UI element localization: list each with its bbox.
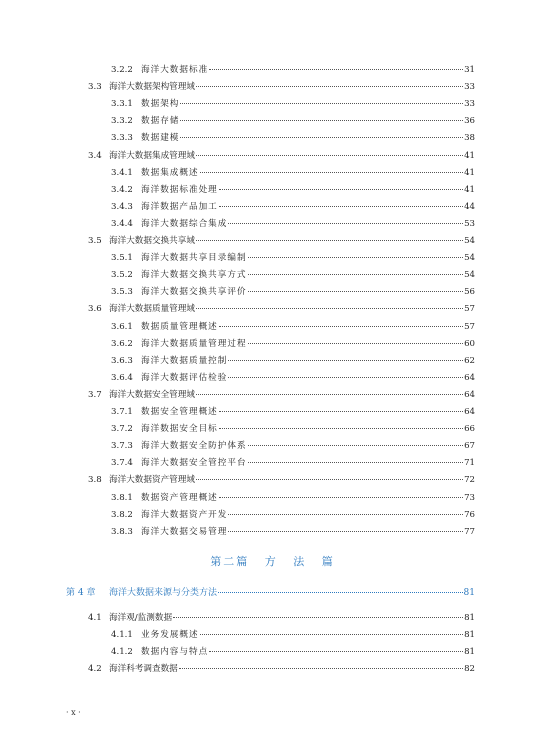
dot-leader <box>248 291 464 292</box>
toc-entry-title: 数据架构 <box>141 99 180 110</box>
toc-entry-number: 3.4 <box>88 150 102 161</box>
toc-entry[interactable] <box>111 167 475 179</box>
part-title: 第二篇 方 法 篇 <box>210 555 335 568</box>
toc-entry-title: 海洋大数据交换共享域 <box>109 236 195 246</box>
toc-entry-page: 60 <box>464 338 475 349</box>
toc-entry-page: 62 <box>464 355 475 366</box>
toc-entry-title: 海洋大数据架构管理域 <box>109 82 195 93</box>
toc-entry-number: 4.2 <box>88 664 102 675</box>
toc-entry[interactable] <box>111 218 475 230</box>
toc-entry-number: 4.1 <box>88 613 102 623</box>
dot-leader <box>196 308 463 309</box>
dot-leader <box>248 462 464 463</box>
toc-entry-title: 海洋数据标准处理 <box>141 184 218 195</box>
toc-entry-page: 54 <box>464 236 475 246</box>
toc-entry-title: 数据建模 <box>141 133 180 144</box>
toc-entry[interactable] <box>88 612 475 624</box>
toc-entry-number: 3.6.1 <box>111 321 133 332</box>
toc-entry[interactable] <box>111 252 475 264</box>
dot-leader <box>219 206 463 207</box>
toc-entry-title: 海洋数据安全目标 <box>141 424 218 435</box>
dot-leader <box>228 360 463 361</box>
toc-entry-title: 海洋科考调查数据 <box>109 664 178 675</box>
toc-entry-number: 4.1.2 <box>111 647 133 658</box>
dot-leader <box>173 617 463 618</box>
dot-leader <box>196 394 463 395</box>
toc-entry-page: 77 <box>464 526 475 537</box>
toc-entry-number: 3.4.1 <box>111 167 133 178</box>
dot-leader <box>196 479 463 480</box>
dot-leader <box>248 343 464 344</box>
toc-entry[interactable] <box>111 321 475 333</box>
toc-entry-page: 73 <box>464 492 475 503</box>
toc-entry[interactable] <box>111 646 475 658</box>
toc-entry[interactable] <box>111 132 475 144</box>
dot-leader <box>209 651 463 652</box>
toc-entry[interactable] <box>111 115 475 127</box>
toc-entry[interactable] <box>111 372 475 384</box>
toc-entry-title: 海洋大数据安全管控平台 <box>141 458 247 469</box>
toc-entry-title: 业务发展概述 <box>141 630 199 641</box>
toc-entry-page: 64 <box>464 372 475 383</box>
toc-entry[interactable] <box>111 440 475 452</box>
chapter-number: 第 4 章 <box>66 588 96 598</box>
toc-entry-title: 海洋大数据资产开发 <box>141 509 228 520</box>
toc-entry-page: 72 <box>464 475 475 486</box>
toc-entry[interactable] <box>111 629 475 641</box>
dot-leader <box>180 137 463 138</box>
toc-entry[interactable] <box>88 150 475 162</box>
toc-entry-title: 海洋大数据交换共享评价 <box>141 287 247 298</box>
toc-entry-page: 81 <box>464 647 475 658</box>
toc-entry-number: 3.5.1 <box>111 253 133 264</box>
toc-entry-number: 3.6 <box>88 304 102 315</box>
toc-entry-page: 81 <box>464 613 475 623</box>
dot-leader <box>200 172 463 173</box>
toc-entry-title: 海洋数据产品加工 <box>141 201 218 212</box>
toc-entry-title: 数据质量管理概述 <box>141 321 218 332</box>
dot-leader <box>219 428 463 429</box>
toc-entry-title: 数据存储 <box>141 116 180 127</box>
dot-leader <box>219 497 463 498</box>
toc-entry-page: 57 <box>464 304 475 315</box>
toc-entry[interactable] <box>88 474 475 486</box>
toc-entry-title: 海洋大数据共享目录编制 <box>141 253 247 264</box>
toc-entry-title: 海洋大数据安全管理域 <box>109 389 195 400</box>
toc-entry[interactable] <box>111 286 475 298</box>
toc-entry[interactable] <box>111 355 475 367</box>
toc-entry[interactable] <box>88 663 475 675</box>
dot-leader <box>248 257 464 258</box>
dot-leader <box>196 86 463 87</box>
chapter-title: 海洋大数据来源与分类方法 <box>109 588 218 598</box>
toc-entry-title: 海洋大数据综合集成 <box>141 218 228 229</box>
toc-entry[interactable] <box>111 406 475 418</box>
dot-leader <box>196 240 463 241</box>
toc-entry-number: 3.4.3 <box>111 201 133 212</box>
toc-entry-number: 3.4.2 <box>111 184 133 195</box>
toc-entry-page: 41 <box>464 184 475 195</box>
toc-entry-page: 54 <box>464 270 475 281</box>
toc-entry-number: 3.3 <box>88 82 102 93</box>
dot-leader <box>179 668 463 669</box>
toc-entry-number: 3.8.2 <box>111 509 133 520</box>
toc-entry-title: 海洋观/监测数据 <box>109 613 173 623</box>
toc-entry[interactable] <box>88 303 475 315</box>
toc-entry[interactable] <box>111 201 475 213</box>
toc-entry-page: 57 <box>464 321 475 332</box>
toc-entry-number: 3.3.2 <box>111 116 133 127</box>
dot-leader <box>200 634 463 635</box>
toc-entry-page: 33 <box>464 99 475 110</box>
toc-entry-page: 41 <box>464 167 475 178</box>
toc-entry-title: 海洋大数据质量管理域 <box>109 304 195 315</box>
toc-entry-page: 71 <box>464 458 475 469</box>
toc-entry[interactable] <box>111 98 475 110</box>
toc-entry[interactable] <box>111 526 475 538</box>
toc-entry-title: 海洋大数据评估检验 <box>141 372 228 383</box>
toc-entry-page: 33 <box>464 82 475 93</box>
toc-entry-page: 38 <box>464 133 475 144</box>
page-footer: · x · <box>66 708 81 717</box>
toc-entry[interactable] <box>88 389 475 401</box>
toc-entry-page: 41 <box>464 150 475 161</box>
toc-entry-page: 64 <box>464 389 475 400</box>
dot-leader <box>248 274 464 275</box>
toc-entry-title: 海洋大数据质量管理过程 <box>141 338 247 349</box>
toc-entry-title: 海洋大数据资产管理域 <box>109 475 195 486</box>
dot-leader <box>228 514 463 515</box>
dot-leader <box>228 223 463 224</box>
toc-entry-number: 3.6.4 <box>111 372 133 383</box>
toc-entry-page: 64 <box>464 407 475 417</box>
toc-entry-number: 3.6.3 <box>111 355 133 366</box>
toc-entry[interactable] <box>88 235 475 247</box>
chapter-page: 81 <box>463 588 475 598</box>
toc-entry-number: 3.6.2 <box>111 338 133 349</box>
toc-entry-page: 82 <box>464 664 475 675</box>
toc-entry-number: 3.5.2 <box>111 270 133 281</box>
toc-entry[interactable] <box>111 492 475 504</box>
toc-entry-number: 3.7.1 <box>111 407 133 417</box>
toc-entry-title: 海洋大数据交换共享方式 <box>141 270 247 281</box>
toc-entry-number: 3.3.3 <box>111 133 133 144</box>
toc-entry[interactable] <box>111 509 475 521</box>
toc-entry-number: 3.2.2 <box>111 65 133 75</box>
toc-entry-title: 数据集成概述 <box>141 167 199 178</box>
toc-entry-page: 44 <box>464 201 475 212</box>
dot-leader <box>219 326 463 327</box>
toc-entry-title: 海洋大数据安全防护体系 <box>141 441 247 452</box>
toc-entry[interactable] <box>88 81 475 93</box>
toc-entry-title: 海洋大数据标准 <box>141 65 209 75</box>
toc-entry[interactable] <box>111 338 475 350</box>
toc-entry-number: 3.8.1 <box>111 492 133 503</box>
toc-entry-number: 3.4.4 <box>111 218 133 229</box>
toc-entry-page: 81 <box>464 630 475 641</box>
toc-entry-title: 数据内容与特点 <box>141 647 209 658</box>
toc-entry-number: 3.5 <box>88 236 102 246</box>
toc-entry-page: 53 <box>464 218 475 229</box>
toc-entry[interactable] <box>111 64 475 76</box>
toc-entry-page: 56 <box>464 287 475 298</box>
dot-leader <box>248 445 464 446</box>
toc-entry-page: 76 <box>464 509 475 520</box>
dot-leader <box>218 592 463 593</box>
toc-entry-number: 3.7.2 <box>111 424 133 435</box>
toc-entry[interactable] <box>111 423 475 435</box>
toc-entry-number: 3.7.3 <box>111 441 133 452</box>
toc-entry-title: 海洋大数据质量控制 <box>141 355 228 366</box>
toc-entry-number: 3.8.3 <box>111 526 133 537</box>
toc-entry-number: 3.3.1 <box>111 99 133 110</box>
toc-entry-title: 海洋大数据集成管理域 <box>109 150 195 161</box>
dot-leader <box>209 69 463 70</box>
dot-leader <box>228 531 463 532</box>
toc-entry-number: 3.5.3 <box>111 287 133 298</box>
toc-entry[interactable] <box>111 184 475 196</box>
dot-leader <box>180 120 463 121</box>
toc-entry-number: 3.8 <box>88 475 102 486</box>
dot-leader <box>196 155 463 156</box>
dot-leader <box>180 103 463 104</box>
dot-leader <box>228 377 463 378</box>
toc-entry-title: 数据资产管理概述 <box>141 492 218 503</box>
toc-entry-number: 3.7.4 <box>111 458 133 469</box>
toc-entry-title: 数据安全管理概述 <box>141 407 218 417</box>
toc-entry[interactable] <box>111 269 475 281</box>
toc-entry-page: 31 <box>464 65 475 75</box>
toc-entry-page: 36 <box>464 116 475 127</box>
chapter-heading[interactable] <box>66 587 475 599</box>
toc-entry-number: 4.1.1 <box>111 630 133 641</box>
toc-entry-title: 海洋大数据交易管理 <box>141 526 228 537</box>
toc-entry-page: 66 <box>464 424 475 435</box>
toc-entry-page: 54 <box>464 253 475 264</box>
toc-entry[interactable] <box>111 457 475 469</box>
dot-leader <box>219 189 463 190</box>
toc-entry-number: 3.7 <box>88 389 102 400</box>
dot-leader <box>219 411 463 412</box>
toc-entry-page: 67 <box>464 441 475 452</box>
